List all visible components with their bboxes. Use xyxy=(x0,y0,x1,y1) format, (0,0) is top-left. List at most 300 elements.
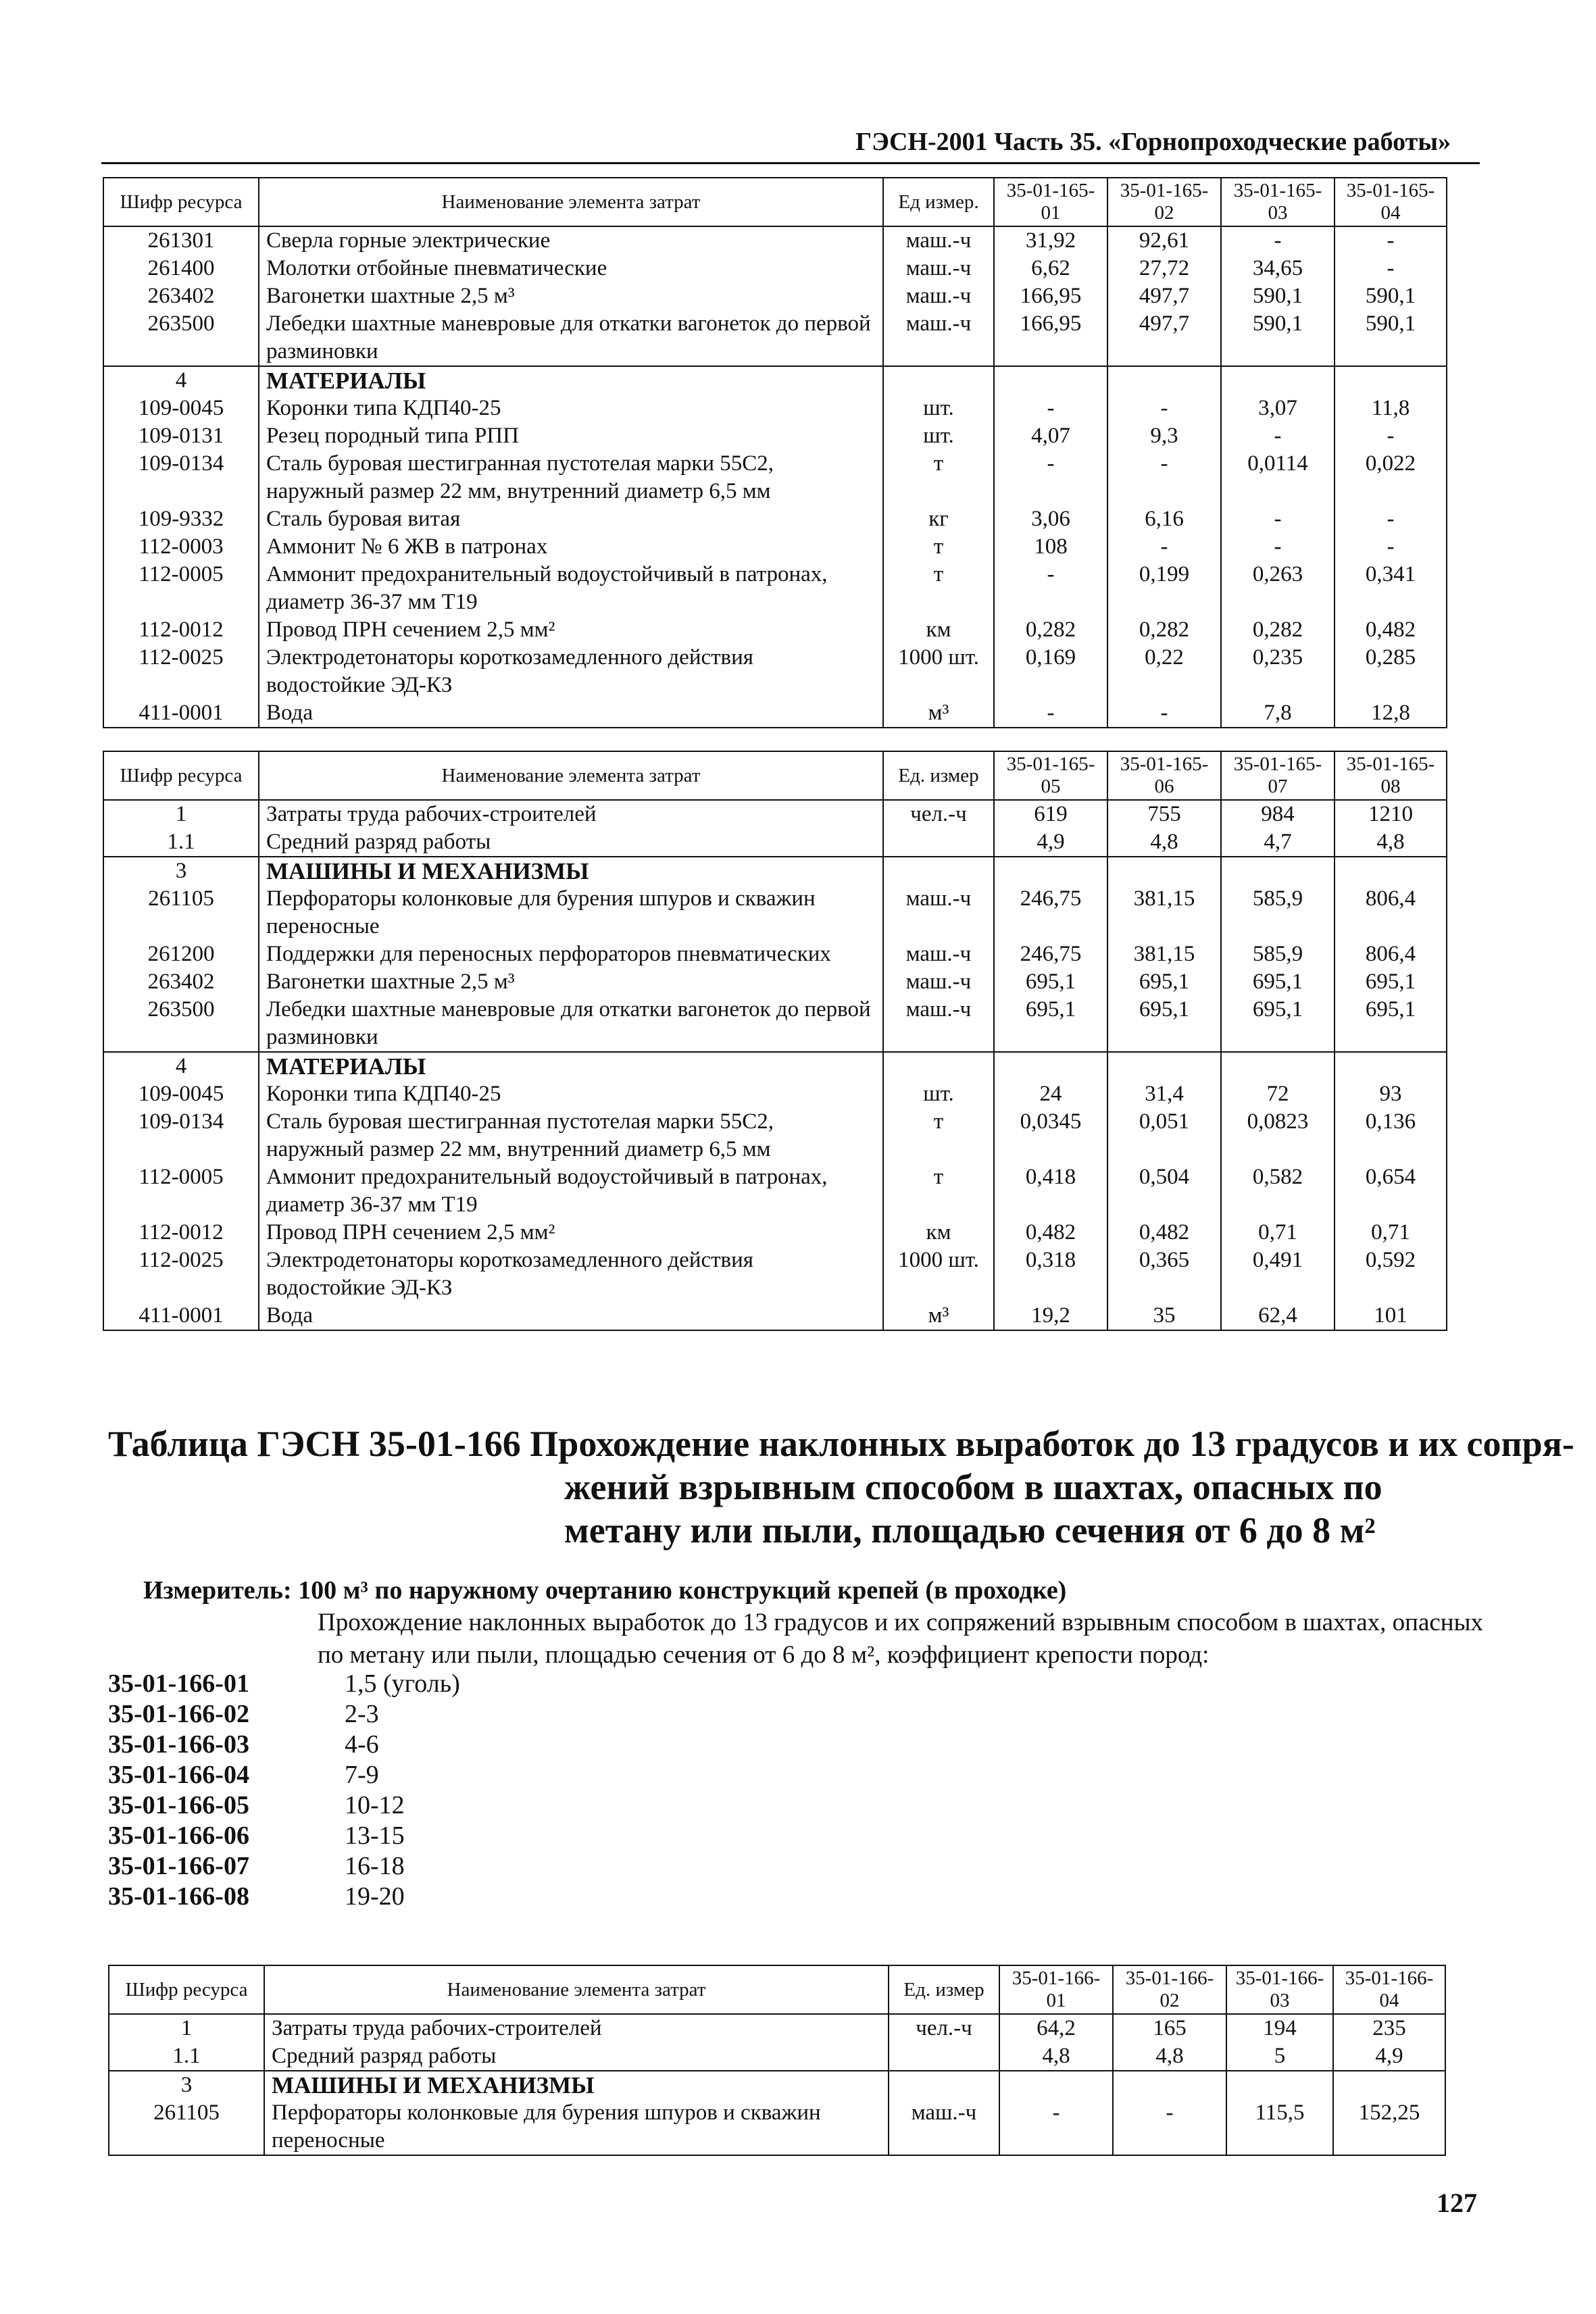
norm-value: 381,15 xyxy=(1107,885,1221,940)
table-row xyxy=(103,395,1447,422)
norm-value: 0,136 xyxy=(1335,1108,1447,1163)
element-name: МАШИНЫ И МЕХАНИЗМЫ xyxy=(259,857,883,885)
norm-value: 35 xyxy=(1107,1302,1221,1330)
unit: шт. xyxy=(883,422,994,450)
norm-value: 0,0345 xyxy=(994,1108,1107,1163)
resource-code: 112-0005 xyxy=(103,561,259,616)
norm-value: 4,9 xyxy=(994,828,1107,857)
resource-table-166-01-04 xyxy=(108,1965,1446,2156)
norm-value xyxy=(1107,366,1221,395)
norm-value: 806,4 xyxy=(1335,885,1447,940)
variant-item xyxy=(108,1851,581,1882)
table-row xyxy=(103,800,1447,828)
element-name: Сталь буровая шестигранная пустотелая марки 55С2, наружный размер 22 мм, внутренний диаметр 6,5 мм xyxy=(259,450,883,505)
col-header-unit: Ед. измер xyxy=(889,1965,999,2014)
norm-value: 0,71 xyxy=(1335,1219,1447,1247)
variant-code: 35-01-166-05 xyxy=(108,1791,249,1819)
resource-code: 109-0045 xyxy=(103,395,259,422)
col-header-norm: 35-01-165-06 xyxy=(1107,751,1221,800)
unit: т xyxy=(883,533,994,561)
resource-code: 4 xyxy=(103,1052,259,1080)
unit: маш.-ч xyxy=(883,310,994,366)
norm-value: 72 xyxy=(1221,1080,1335,1108)
norm-value: 619 xyxy=(994,800,1107,828)
element-name: Средний разряд работы xyxy=(264,2042,889,2071)
resource-code: 109-0134 xyxy=(103,450,259,505)
element-name: Сталь буровая шестигранная пустотелая марки 55С2, наружный размер 22 мм, внутренний диаметр 6,5 мм xyxy=(259,1108,883,1163)
element-name: МАТЕРИАЛЫ xyxy=(259,366,883,395)
norm-value: 166,95 xyxy=(994,282,1107,310)
resource-code: 1.1 xyxy=(109,2042,264,2071)
unit xyxy=(883,857,994,885)
norm-value: 695,1 xyxy=(1107,996,1221,1052)
norm-value: 19,2 xyxy=(994,1302,1107,1330)
variant-code: 35-01-166-07 xyxy=(108,1852,249,1880)
norm-value: 27,72 xyxy=(1107,255,1221,282)
unit: чел.-ч xyxy=(883,800,994,828)
variant-item xyxy=(108,1760,581,1790)
norm-value: 0,051 xyxy=(1107,1108,1221,1163)
resource-code: 109-0131 xyxy=(103,422,259,450)
norm-value: - xyxy=(1335,255,1447,282)
norm-value: - xyxy=(1113,2099,1226,2155)
element-name: МАШИНЫ И МЕХАНИЗМЫ xyxy=(264,2071,889,2099)
table-title xyxy=(108,1422,1574,1552)
norm-value: 695,1 xyxy=(1221,968,1335,996)
norm-value: - xyxy=(1335,533,1447,561)
norm-value xyxy=(1221,366,1335,395)
col-header-norm: 35-01-165-01 xyxy=(994,178,1107,226)
norm-value: 0,022 xyxy=(1335,450,1447,505)
unit: т xyxy=(883,1163,994,1219)
unit: т xyxy=(883,561,994,616)
table-row xyxy=(103,699,1447,728)
col-header-norm: 35-01-165-07 xyxy=(1221,751,1335,800)
norm-value: 64,2 xyxy=(999,2014,1113,2042)
unit: маш.-ч xyxy=(883,996,994,1052)
col-header-norm: 35-01-166-04 xyxy=(1333,1965,1445,2014)
norm-value: 755 xyxy=(1107,800,1221,828)
variants-list xyxy=(108,1669,581,1912)
unit xyxy=(883,1052,994,1080)
col-header-code: Шифр ресурса xyxy=(103,751,259,800)
norm-value xyxy=(994,366,1107,395)
element-name: Молотки отбойные пневматические xyxy=(259,255,883,282)
norm-value: 31,92 xyxy=(994,226,1107,255)
unit: м³ xyxy=(883,699,994,728)
table-row xyxy=(103,422,1447,450)
variant-code: 35-01-166-08 xyxy=(108,1882,249,1911)
variant-value: 7-9 xyxy=(345,1761,379,1789)
norm-value: 590,1 xyxy=(1221,282,1335,310)
unit: 1000 шт. xyxy=(883,644,994,699)
norm-value: 0,263 xyxy=(1221,561,1335,616)
norm-value: 0,418 xyxy=(994,1163,1107,1219)
norm-value xyxy=(994,857,1107,885)
col-header-norm: 35-01-166-01 xyxy=(999,1965,1113,2014)
element-name: Средний разряд работы xyxy=(259,828,883,857)
table-row xyxy=(103,255,1447,282)
norm-value: 4,7 xyxy=(1221,828,1335,857)
col-header-unit: Ед. измер xyxy=(883,751,994,800)
element-name: МАТЕРИАЛЫ xyxy=(259,1052,883,1080)
norm-value: - xyxy=(999,2099,1113,2155)
variant-item xyxy=(108,1730,581,1760)
table-row xyxy=(103,1302,1447,1330)
table-row xyxy=(103,1163,1447,1219)
norm-value: 9,3 xyxy=(1107,422,1221,450)
unit: маш.-ч xyxy=(883,968,994,996)
table-row xyxy=(103,968,1447,996)
norm-value: 381,15 xyxy=(1107,940,1221,968)
norm-value xyxy=(994,1052,1107,1080)
norm-value: 4,9 xyxy=(1333,2042,1445,2071)
resource-table-165-05-08 xyxy=(103,751,1447,1331)
variant-value: 10-12 xyxy=(345,1791,405,1819)
page-number: 127 xyxy=(1437,2188,1477,2218)
norm-value: 590,1 xyxy=(1221,310,1335,366)
norm-value: 6,16 xyxy=(1107,505,1221,533)
table-row xyxy=(103,533,1447,561)
unit xyxy=(889,2042,999,2071)
unit: маш.-ч xyxy=(883,226,994,255)
element-name: Лебедки шахтные маневровые для откатки вагонеток до первой разминовки xyxy=(259,310,883,366)
norm-value: 235 xyxy=(1333,2014,1445,2042)
resource-code: 263402 xyxy=(103,968,259,996)
norm-value: 497,7 xyxy=(1107,310,1221,366)
table-row xyxy=(103,1219,1447,1247)
norm-value: 0,285 xyxy=(1335,644,1447,699)
col-header-code: Шифр ресурса xyxy=(109,1965,264,2014)
col-header-name: Наименование элемента затрат xyxy=(264,1965,889,2014)
resource-code: 3 xyxy=(103,857,259,885)
resource-code: 1.1 xyxy=(103,828,259,857)
col-header-code: Шифр ресурса xyxy=(103,178,259,226)
norm-value: 695,1 xyxy=(1107,968,1221,996)
norm-value: 695,1 xyxy=(1335,968,1447,996)
table-row xyxy=(103,282,1447,310)
element-name: Сверла горные электрические xyxy=(259,226,883,255)
element-name: Коронки типа КДП40-25 xyxy=(259,1080,883,1108)
norm-value: 11,8 xyxy=(1335,395,1447,422)
resource-code: 3 xyxy=(109,2071,264,2099)
resource-code: 411-0001 xyxy=(103,699,259,728)
element-name: Аммонит № 6 ЖВ в патронах xyxy=(259,533,883,561)
norm-value: 246,75 xyxy=(994,885,1107,940)
unit: шт. xyxy=(883,1080,994,1108)
element-name: Электродетонаторы короткозамедленного действия водостойкие ЭД-КЗ xyxy=(259,644,883,699)
norm-value: 166,95 xyxy=(994,310,1107,366)
norm-value: 101 xyxy=(1335,1302,1447,1330)
variant-item xyxy=(108,1790,581,1821)
norm-value: 0,0114 xyxy=(1221,450,1335,505)
measure-line xyxy=(143,1574,1461,1607)
norm-value: 4,8 xyxy=(1113,2042,1226,2071)
norm-value: 0,482 xyxy=(994,1219,1107,1247)
norm-value: 4,8 xyxy=(1335,828,1447,857)
norm-value xyxy=(1335,1052,1447,1080)
variant-value: 4-6 xyxy=(345,1730,379,1759)
norm-value: 590,1 xyxy=(1335,310,1447,366)
norm-value: 115,5 xyxy=(1226,2099,1333,2155)
resource-code: 112-0012 xyxy=(103,1219,259,1247)
table-row xyxy=(109,2014,1445,2042)
norm-value: 0,169 xyxy=(994,644,1107,699)
table-row xyxy=(103,366,1447,395)
table-row xyxy=(103,644,1447,699)
norm-value: 92,61 xyxy=(1107,226,1221,255)
resource-code: 4 xyxy=(103,366,259,395)
table-row xyxy=(103,616,1447,644)
norm-value: - xyxy=(1335,505,1447,533)
unit xyxy=(889,2071,999,2099)
norm-value: 585,9 xyxy=(1221,940,1335,968)
table-row xyxy=(103,857,1447,885)
variant-item xyxy=(108,1821,581,1851)
element-name: Провод ПРН сечением 2,5 мм² xyxy=(259,616,883,644)
norm-value: - xyxy=(1335,422,1447,450)
norm-value: 0,235 xyxy=(1221,644,1335,699)
variant-value: 16-18 xyxy=(345,1852,405,1880)
element-name: Вагонетки шахтные 2,5 м³ xyxy=(259,282,883,310)
unit: т xyxy=(883,1108,994,1163)
col-header-norm: 35-01-165-04 xyxy=(1335,178,1447,226)
norm-value: 3,07 xyxy=(1221,395,1335,422)
table-row xyxy=(103,1108,1447,1163)
element-name: Поддержки для переносных перфораторов пневматических xyxy=(259,940,883,968)
element-name: Лебедки шахтные маневровые для откатки вагонеток до первой разминовки xyxy=(259,996,883,1052)
element-name: Электродетонаторы короткозамедленного действия водостойкие ЭД-КЗ xyxy=(259,1247,883,1302)
norm-value: 62,4 xyxy=(1221,1302,1335,1330)
norm-value xyxy=(1226,2071,1333,2099)
norm-value: 0,482 xyxy=(1107,1219,1221,1247)
norm-value: 590,1 xyxy=(1335,282,1447,310)
element-name: Вагонетки шахтные 2,5 м³ xyxy=(259,968,883,996)
norm-value: - xyxy=(994,699,1107,728)
resource-code: 261301 xyxy=(103,226,259,255)
norm-value: 5 xyxy=(1226,2042,1333,2071)
variant-item xyxy=(108,1699,581,1730)
col-header-unit: Ед измер. xyxy=(883,178,994,226)
variant-code: 35-01-166-06 xyxy=(108,1821,249,1850)
element-name: Сталь буровая витая xyxy=(259,505,883,533)
unit: маш.-ч xyxy=(883,255,994,282)
norm-value: - xyxy=(1221,533,1335,561)
resource-code: 112-0025 xyxy=(103,644,259,699)
unit: кг xyxy=(883,505,994,533)
norm-value: 497,7 xyxy=(1107,282,1221,310)
table-row xyxy=(103,561,1447,616)
norm-value xyxy=(1335,366,1447,395)
unit: маш.-ч xyxy=(883,282,994,310)
element-name: Перфораторы колонковые для бурения шпуров и скважин переносные xyxy=(259,885,883,940)
norm-value: - xyxy=(1221,226,1335,255)
norm-value: - xyxy=(1107,450,1221,505)
resource-code: 263500 xyxy=(103,310,259,366)
norm-value: - xyxy=(994,561,1107,616)
norm-value: - xyxy=(1335,226,1447,255)
table-row xyxy=(103,996,1447,1052)
col-header-norm: 35-01-166-03 xyxy=(1226,1965,1333,2014)
norm-value: 24 xyxy=(994,1080,1107,1108)
norm-value: 12,8 xyxy=(1335,699,1447,728)
table-row xyxy=(103,1080,1447,1108)
norm-value: 7,8 xyxy=(1221,699,1335,728)
element-name: Коронки типа КДП40-25 xyxy=(259,395,883,422)
element-name: Вода xyxy=(259,699,883,728)
resource-table-165-01-04 xyxy=(103,177,1447,728)
norm-value xyxy=(1335,857,1447,885)
norm-value xyxy=(1113,2071,1226,2099)
measure-label: Измеритель: xyxy=(143,1576,292,1605)
norm-value: 194 xyxy=(1226,2014,1333,2042)
norm-value: - xyxy=(1107,699,1221,728)
norm-value: 0,282 xyxy=(994,616,1107,644)
col-header-norm: 35-01-165-03 xyxy=(1221,178,1335,226)
norm-value: 152,25 xyxy=(1333,2099,1445,2155)
norm-value xyxy=(1333,2071,1445,2099)
table-row xyxy=(109,2071,1445,2099)
norm-value: - xyxy=(1221,505,1335,533)
norm-value: 0,491 xyxy=(1221,1247,1335,1302)
resource-code: 109-0134 xyxy=(103,1108,259,1163)
unit: шт. xyxy=(883,395,994,422)
unit: км xyxy=(883,616,994,644)
norm-value: 246,75 xyxy=(994,940,1107,968)
col-header-name: Наименование элемента затрат xyxy=(259,178,883,226)
col-header-norm: 35-01-165-08 xyxy=(1335,751,1447,800)
norm-value: 0,282 xyxy=(1107,616,1221,644)
norm-value: 806,4 xyxy=(1335,940,1447,968)
table-row xyxy=(103,940,1447,968)
element-name: Провод ПРН сечением 2,5 мм² xyxy=(259,1219,883,1247)
norm-value: 984 xyxy=(1221,800,1335,828)
unit: чел.-ч xyxy=(889,2014,999,2042)
resource-code: 263402 xyxy=(103,282,259,310)
element-name: Затраты труда рабочих-строителей xyxy=(264,2014,889,2042)
unit: маш.-ч xyxy=(883,940,994,968)
norm-value: 6,62 xyxy=(994,255,1107,282)
unit: маш.-ч xyxy=(883,885,994,940)
norm-value xyxy=(1221,857,1335,885)
measure-text: 100 м³ по наружному очертанию конструкций крепей (в проходке) xyxy=(298,1576,1067,1605)
variant-code: 35-01-166-01 xyxy=(108,1669,249,1698)
norm-value: 0,654 xyxy=(1335,1163,1447,1219)
table-row xyxy=(103,310,1447,366)
table-row xyxy=(109,2099,1445,2155)
norm-value: 31,4 xyxy=(1107,1080,1221,1108)
norm-value: 0,582 xyxy=(1221,1163,1335,1219)
variant-code: 35-01-166-02 xyxy=(108,1700,249,1728)
resource-code: 109-9332 xyxy=(103,505,259,533)
table-row xyxy=(103,1247,1447,1302)
norm-value: 0,592 xyxy=(1335,1247,1447,1302)
unit xyxy=(883,366,994,395)
col-header-name: Наименование элемента затрат xyxy=(259,751,883,800)
norm-value: 0,365 xyxy=(1107,1247,1221,1302)
norm-value: - xyxy=(1107,395,1221,422)
variant-value: 13-15 xyxy=(345,1821,405,1850)
table-title-line-2: жений взрывным способом в шахтах, опасных по метану или пыли, площадью сечения от 6 до 8 м² xyxy=(564,1467,1382,1551)
resource-code: 263500 xyxy=(103,996,259,1052)
norm-value: 585,9 xyxy=(1221,885,1335,940)
norm-value: 0,199 xyxy=(1107,561,1221,616)
resource-code: 1 xyxy=(103,800,259,828)
resource-code: 261105 xyxy=(103,885,259,940)
header-rule xyxy=(101,162,1480,164)
resource-code: 112-0012 xyxy=(103,616,259,644)
table-row xyxy=(103,885,1447,940)
norm-value: 695,1 xyxy=(994,968,1107,996)
norm-value: 3,06 xyxy=(994,505,1107,533)
running-header: ГЭСН-2001 Часть 35. «Горнопроходческие работы» xyxy=(855,128,1451,156)
element-name: Затраты труда рабочих-строителей xyxy=(259,800,883,828)
unit: т xyxy=(883,450,994,505)
norm-value: 0,282 xyxy=(1221,616,1335,644)
resource-code: 1 xyxy=(109,2014,264,2042)
norm-value: - xyxy=(1221,422,1335,450)
table-row xyxy=(103,505,1447,533)
norm-value: 93 xyxy=(1335,1080,1447,1108)
variant-item xyxy=(108,1882,581,1912)
table-title-line-1: Таблица ГЭСН 35-01-166 Прохождение наклонных выработок до 13 градусов и их сопря- xyxy=(108,1424,1574,1464)
col-header-norm: 35-01-165-05 xyxy=(994,751,1107,800)
element-name: Вода xyxy=(259,1302,883,1330)
norm-value: 0,341 xyxy=(1335,561,1447,616)
norm-value xyxy=(1107,857,1221,885)
norm-value: 695,1 xyxy=(1221,996,1335,1052)
norm-value: 0,0823 xyxy=(1221,1108,1335,1163)
resource-code: 261105 xyxy=(109,2099,264,2155)
resource-code: 261400 xyxy=(103,255,259,282)
resource-code: 411-0001 xyxy=(103,1302,259,1330)
variant-value: 2-3 xyxy=(345,1700,379,1728)
norm-value xyxy=(1221,1052,1335,1080)
variant-value: 19-20 xyxy=(345,1882,405,1911)
norm-value: - xyxy=(1107,533,1221,561)
norm-value: 0,482 xyxy=(1335,616,1447,644)
table-row xyxy=(103,1052,1447,1080)
norm-value: 0,22 xyxy=(1107,644,1221,699)
element-name: Резец породный типа РПП xyxy=(259,422,883,450)
description xyxy=(108,1607,1487,1671)
norm-value: - xyxy=(994,395,1107,422)
unit xyxy=(883,828,994,857)
norm-value: 4,8 xyxy=(1107,828,1221,857)
norm-value: 108 xyxy=(994,533,1107,561)
element-name: Перфораторы колонковые для бурения шпуров и скважин переносные xyxy=(264,2099,889,2155)
variant-code: 35-01-166-03 xyxy=(108,1730,249,1759)
norm-value: 165 xyxy=(1113,2014,1226,2042)
table-row xyxy=(109,2042,1445,2071)
unit: маш.-ч xyxy=(889,2099,999,2155)
variant-item xyxy=(108,1669,581,1699)
unit: км xyxy=(883,1219,994,1247)
resource-code: 112-0025 xyxy=(103,1247,259,1302)
norm-value: 695,1 xyxy=(1335,996,1447,1052)
table-row xyxy=(103,450,1447,505)
norm-value xyxy=(1107,1052,1221,1080)
norm-value: 0,71 xyxy=(1221,1219,1335,1247)
variant-code: 35-01-166-04 xyxy=(108,1761,249,1789)
col-header-norm: 35-01-166-02 xyxy=(1113,1965,1226,2014)
norm-value xyxy=(999,2071,1113,2099)
col-header-norm: 35-01-165-02 xyxy=(1107,178,1221,226)
unit: м³ xyxy=(883,1302,994,1330)
description-text: Прохождение наклонных выработок до 13 градусов и их сопряжений взрывным способом в шахтах, опасных по метану или пыли, площадью сечения от 6 до 8 м², коэффициент крепости пород: xyxy=(318,1609,1483,1669)
table-row xyxy=(103,226,1447,255)
norm-value: - xyxy=(994,450,1107,505)
